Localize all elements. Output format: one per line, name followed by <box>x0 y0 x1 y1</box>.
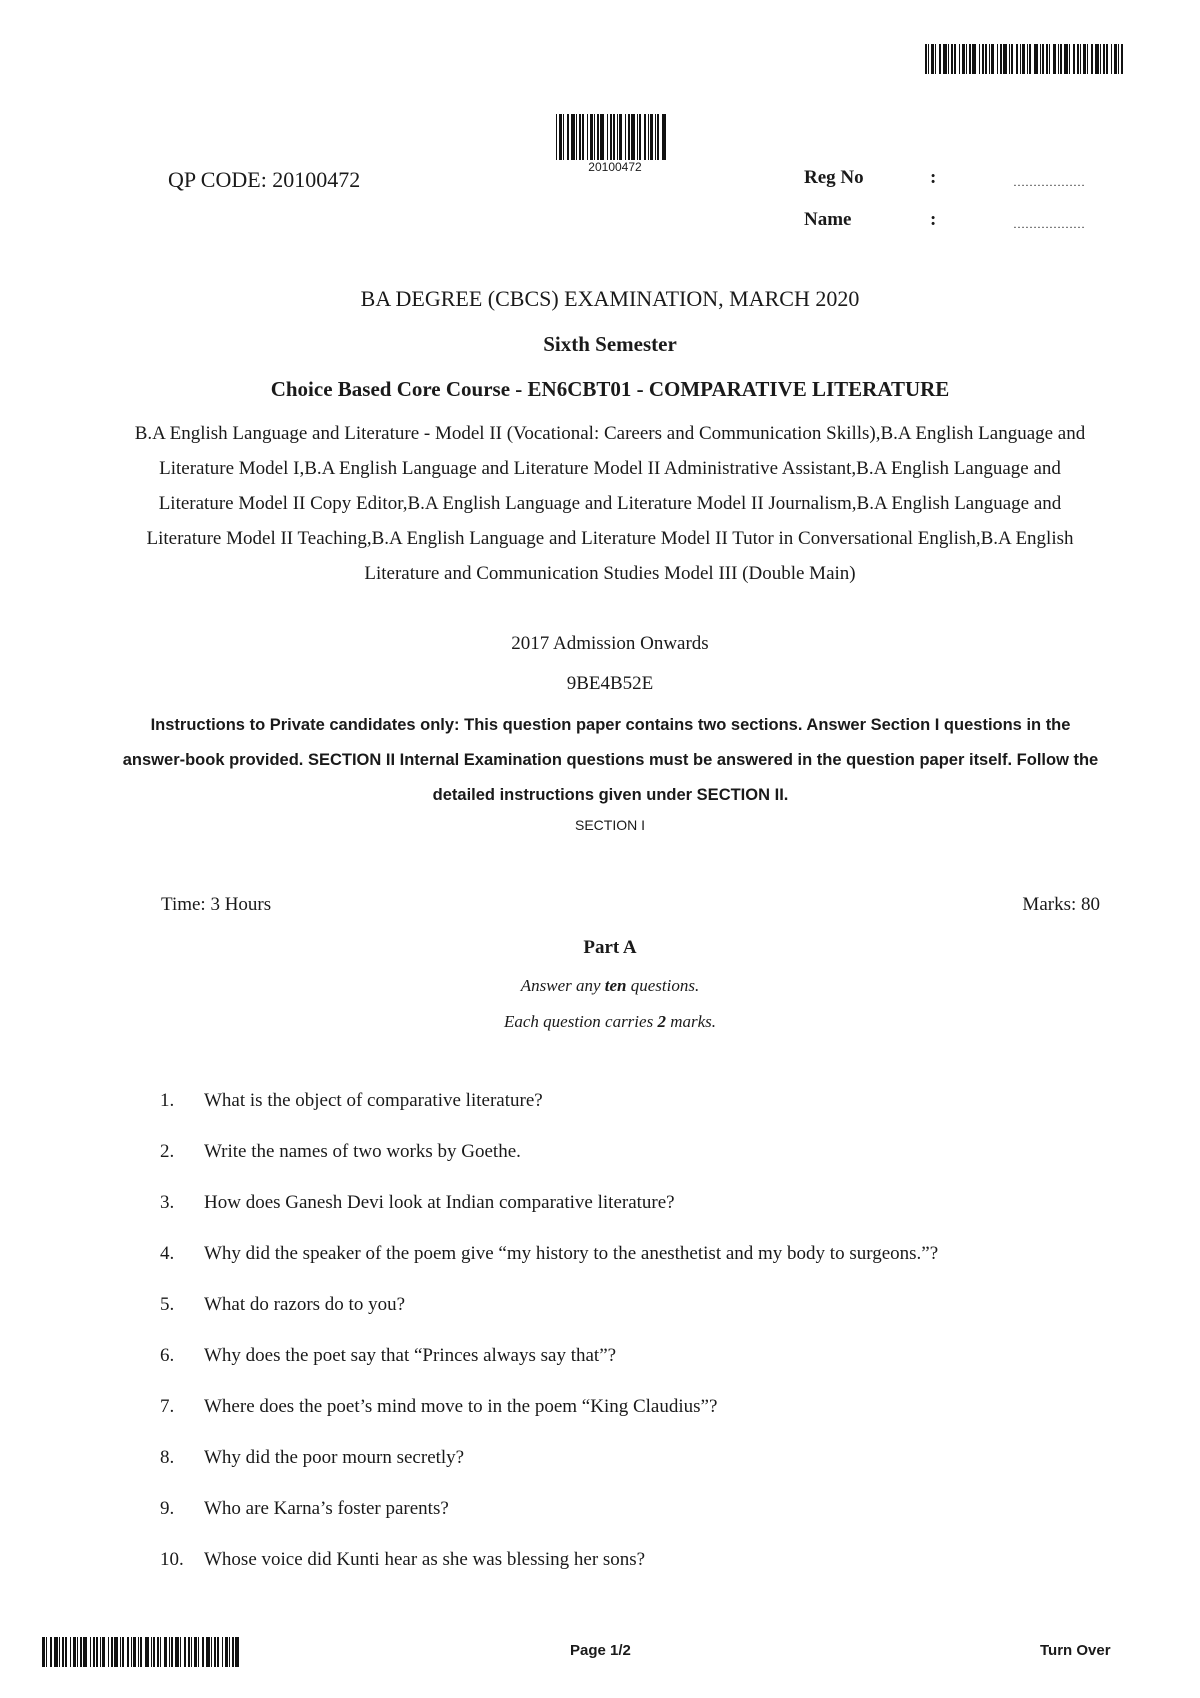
barcode-top-right <box>925 44 1130 74</box>
question-number: 2. <box>160 1141 175 1162</box>
admission-text: 2017 Admission Onwards <box>511 633 709 654</box>
question-number: 7. <box>160 1396 175 1417</box>
question-text: Whose voice did Kunti hear as she was blessing her sons? <box>204 1549 646 1570</box>
question-text: How does Ganesh Devi look at Indian comparative literature? <box>204 1192 675 1213</box>
barcode-center <box>556 114 672 160</box>
qp-code: QP CODE: 20100472 <box>168 167 361 192</box>
question-number: 6. <box>160 1345 175 1366</box>
marks-prefix: Each question carries <box>503 1012 658 1031</box>
question-text: Why does the poet say that “Princes always say that”? <box>204 1345 617 1366</box>
barcode-number: 20100472 <box>588 160 642 174</box>
private-candidate-instructions: Instructions to Private candidates only: This question paper contains two sections. Answer Section I questions in the answer-book provided. SECTION II Internal Examination questions must be answered in the question paper itself. Follow the detailed instructions given under SECTION II. <box>122 716 1099 804</box>
question-item <box>160 1243 938 1265</box>
question-number: 4. <box>160 1243 175 1264</box>
answer-suffix: questions. <box>626 976 700 995</box>
question-number: 8. <box>160 1447 175 1468</box>
answer-count: ten <box>604 976 627 995</box>
marks-instruction <box>110 1012 1110 1032</box>
question-text: Write the names of two works by Goethe. <box>204 1141 521 1162</box>
section-heading: SECTION I <box>574 817 645 833</box>
question-item <box>160 1396 717 1418</box>
answer-prefix: Answer any <box>520 976 605 995</box>
total-marks: Marks: 80 <box>1022 894 1100 915</box>
reg-no-label: Reg No <box>804 167 864 188</box>
answer-instruction <box>110 976 1110 996</box>
question-item <box>160 1192 675 1214</box>
exam-title: BA DEGREE (CBCS) EXAMINATION, MARCH 2020 <box>360 286 860 311</box>
question-item <box>160 1141 521 1163</box>
question-number: 5. <box>160 1294 175 1315</box>
question-number: 1. <box>160 1090 175 1111</box>
barcode-bottom-left <box>42 1637 247 1667</box>
semester: Sixth Semester <box>543 332 677 356</box>
name-field[interactable]: ……………… <box>1013 217 1085 231</box>
question-text: What is the object of comparative literature? <box>204 1090 543 1111</box>
question-number: 10. <box>160 1549 184 1570</box>
page-number: Page 1/2 <box>570 1642 631 1659</box>
reg-no-field[interactable]: ……………… <box>1013 175 1085 189</box>
marks-value: 2 <box>657 1012 666 1031</box>
question-text: What do razors do to you? <box>204 1294 406 1315</box>
name-label: Name <box>804 209 852 230</box>
name-colon: : <box>930 209 937 230</box>
question-item <box>160 1447 464 1469</box>
course-title: Choice Based Core Course - EN6CBT01 - COMPARATIVE LITERATURE <box>270 377 950 401</box>
marks-suffix: marks. <box>665 1012 716 1031</box>
question-item <box>160 1294 405 1316</box>
question-item <box>160 1549 645 1571</box>
question-text: Why did the poor mourn secretly? <box>204 1447 465 1468</box>
question-text: Who are Karna’s foster parents? <box>204 1498 449 1519</box>
part-a-heading: Part A <box>583 937 637 958</box>
time-allowed: Time: 3 Hours <box>161 894 272 915</box>
turn-over: Turn Over <box>1040 1642 1111 1659</box>
question-item <box>160 1498 449 1520</box>
question-number: 9. <box>160 1498 175 1519</box>
question-text: Why did the speaker of the poem give “my history to the anesthetist and my body to surgeons.”? <box>204 1243 939 1264</box>
question-text: Where does the poet’s mind move to in the poem “King Claudius”? <box>204 1396 718 1417</box>
paper-code: 9BE4B52E <box>566 673 654 694</box>
question-item <box>160 1345 616 1367</box>
question-number: 3. <box>160 1192 175 1213</box>
reg-no-colon: : <box>930 167 937 188</box>
question-item <box>160 1090 543 1112</box>
programmes-list: B.A English Language and Literature - Model II (Vocational: Careers and Communication Skills),B.A English Language and Literature Model I,B.A English Language and Literature Model II Administrative Assistant,B.A English Language and Literature Model II Copy Editor,B.A English Language and Literature Model II Journalism,B.A English Language and Literature Model II Teaching,B.A English Language and Literature Model II Tutor in Conversational English,B.A English Literature and Communication Studies Model III (Double Main) <box>134 423 1086 584</box>
